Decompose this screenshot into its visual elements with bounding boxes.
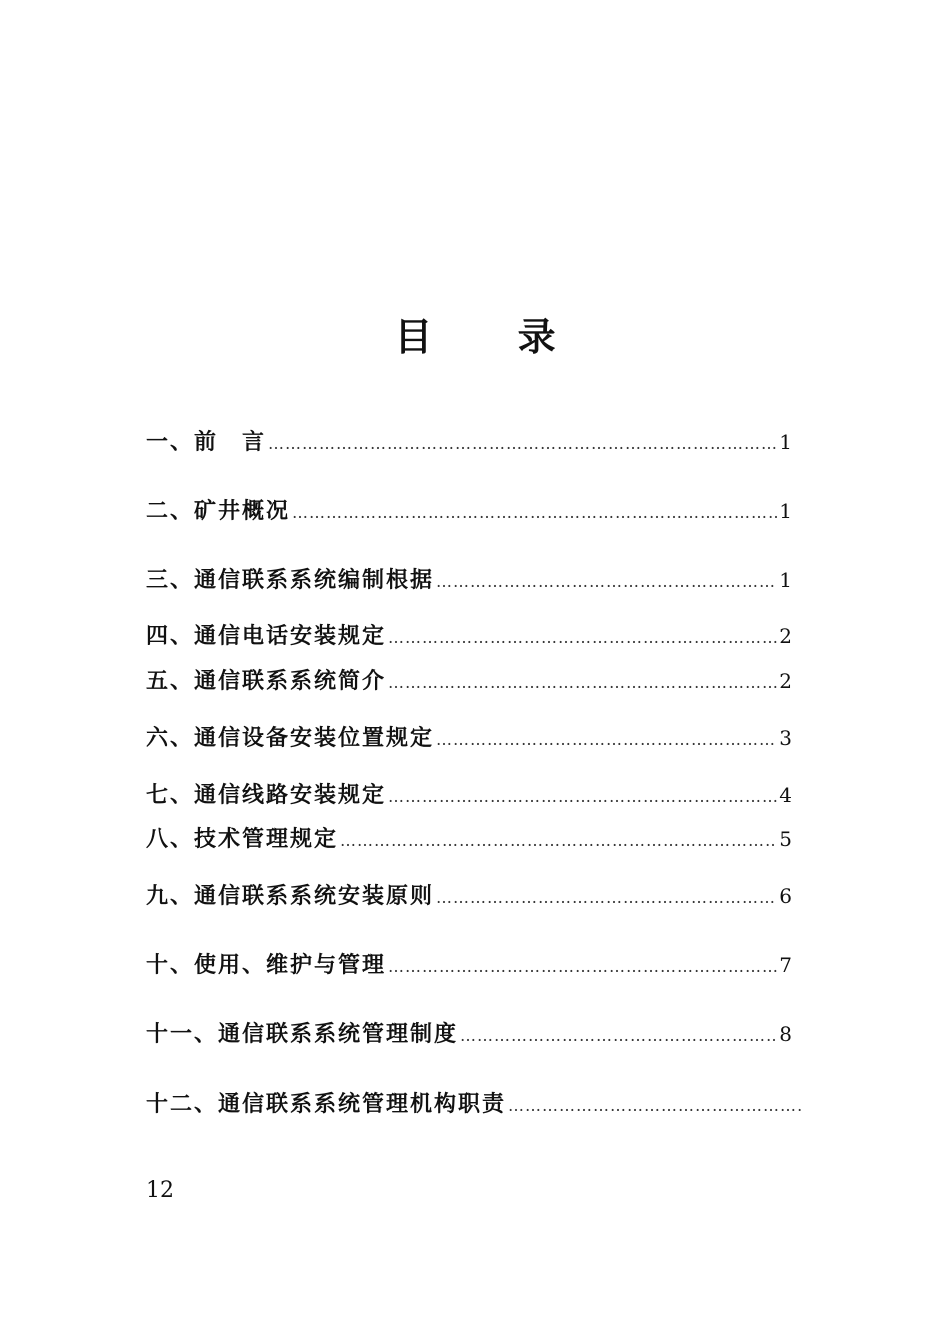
toc-entry-page: 1 <box>779 430 792 454</box>
toc-leader-dots <box>458 1019 777 1053</box>
toc-entry-7[interactable] <box>146 778 792 812</box>
toc-entry-12[interactable] <box>146 1087 806 1121</box>
toc-entry-page: 2 <box>779 669 792 693</box>
toc-leader-dots <box>434 723 777 757</box>
toc-entry-label: 三、通信联系系统编制根据 <box>146 567 435 593</box>
toc-entry-9[interactable] <box>146 879 792 913</box>
toc-entry-5[interactable] <box>146 664 792 698</box>
toc-entry-label: 十一、通信联系系统管理制度 <box>146 1021 459 1047</box>
toc-entry-label: 二、矿井概况 <box>146 498 291 524</box>
toc-leader-dots <box>386 780 777 814</box>
toc-entry-8[interactable] <box>146 822 792 856</box>
toc-entry-page: 6 <box>779 884 792 908</box>
toc-entry-1[interactable] <box>146 425 792 459</box>
toc-entry-page: 2 <box>779 624 792 648</box>
toc-entry-page: 3 <box>779 726 792 750</box>
toc-entry-page: 8 <box>779 1022 792 1046</box>
toc-entry-4[interactable] <box>146 619 792 653</box>
toc-entry-6[interactable] <box>146 721 792 755</box>
toc-leader-dots <box>434 881 777 915</box>
toc-entry-label: 十、使用、维护与管理 <box>146 952 387 978</box>
page-number: 12 <box>146 1178 174 1203</box>
toc-entry-label: 十二、通信联系系统管理机构职责 <box>146 1091 507 1117</box>
toc-leader-dots <box>290 496 777 530</box>
toc-leader-dots <box>506 1089 804 1123</box>
toc-entry-page: 5 <box>779 827 792 851</box>
toc-entry-2[interactable] <box>146 494 792 528</box>
toc-leader-dots <box>266 427 777 461</box>
toc-entry-10[interactable] <box>146 948 792 982</box>
toc-entry-page: 4 <box>779 783 792 807</box>
toc-entry-3[interactable] <box>146 563 792 597</box>
toc-leader-dots <box>386 621 777 655</box>
toc-leader-dots <box>434 565 777 599</box>
toc-entry-page: 1 <box>779 499 792 523</box>
toc-entry-page: 1 <box>779 568 792 592</box>
toc-entry-label: 七、通信线路安装规定 <box>146 782 387 808</box>
toc-entry-label: 六、通信设备安装位置规定 <box>146 725 435 751</box>
toc-entry-label: 一、前 言 <box>146 429 267 455</box>
toc-entry-label: 五、通信联系系统简介 <box>146 668 387 694</box>
toc-leader-dots <box>386 950 777 984</box>
toc-entry-label: 九、通信联系系统安装原则 <box>146 883 435 909</box>
page-title: 目 录 <box>394 314 592 359</box>
toc-entry-label: 八、技术管理规定 <box>146 826 339 852</box>
toc-leader-dots <box>338 824 777 858</box>
toc-entry-label: 四、通信电话安装规定 <box>146 623 387 649</box>
toc-entry-page: 7 <box>779 953 792 977</box>
toc-entry-11[interactable] <box>146 1017 792 1051</box>
toc-leader-dots <box>386 666 777 700</box>
